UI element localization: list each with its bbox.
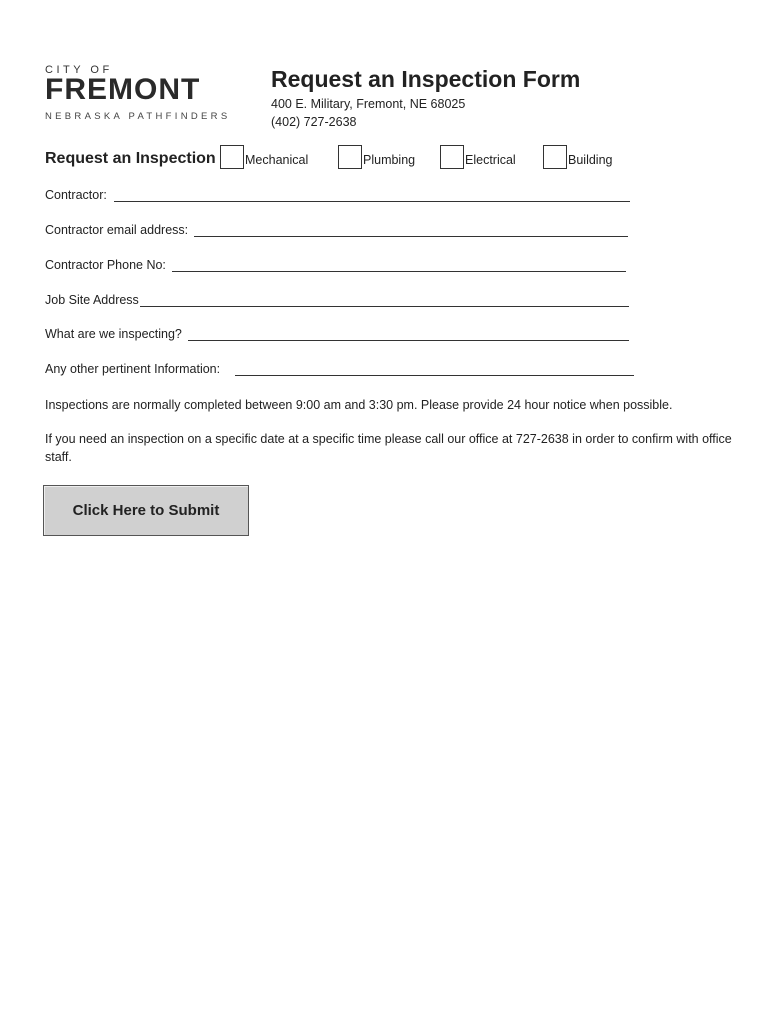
inspecting-field [45,327,635,345]
field-label: Any other pertinent Information: [45,362,221,376]
field-label: Job Site Address [45,293,139,307]
city-logo [45,64,245,124]
inspecting-input[interactable] [188,340,629,341]
job-site-address-field [45,293,635,311]
form-title: Request an Inspection Form [271,66,581,92]
checkbox-label: Electrical [465,153,516,167]
contractor-phone-field [45,258,635,276]
request-inspection-label: Request an Inspection [45,150,216,167]
checkbox-label: Mechanical [245,153,309,167]
inspection-hours-note: Inspections are normally completed between 9:00 am and 3:30 pm. Please provide 24 hour notice when possible. [45,398,673,412]
office-phone: (402) 727-2638 [271,115,357,129]
submit-button[interactable]: Click Here to Submit [43,485,249,536]
contractor-email-input[interactable] [194,236,628,237]
other-info-input[interactable] [235,375,634,376]
contractor-input[interactable] [114,201,630,202]
contractor-phone-input[interactable] [172,271,626,272]
checkbox-label: Plumbing [363,153,416,167]
checkbox-box[interactable] [220,145,244,169]
specific-date-note: If you need an inspection on a specific date at a specific time please call our office at 727-2638 in order to confirm with office staff. [45,432,732,464]
job-site-address-input[interactable] [140,306,629,307]
checkbox-label: Building [568,153,613,167]
field-label: Contractor Phone No: [45,258,166,272]
logo-tagline: NEBRASKA PATHFINDERS [45,111,231,122]
contractor-email-field [45,223,635,241]
logo-name: FREMONT [45,73,201,106]
contractor-field [45,188,635,206]
field-label: What are we inspecting? [45,327,182,341]
other-info-field [45,362,640,380]
checkbox-box[interactable] [440,145,464,169]
field-label: Contractor email address: [45,223,189,237]
office-address: 400 E. Military, Fremont, NE 68025 [271,97,466,111]
checkbox-box[interactable] [338,145,362,169]
field-label: Contractor: [45,188,107,202]
logo-city-of: CITY OF [45,64,113,76]
checkbox-box[interactable] [543,145,567,169]
